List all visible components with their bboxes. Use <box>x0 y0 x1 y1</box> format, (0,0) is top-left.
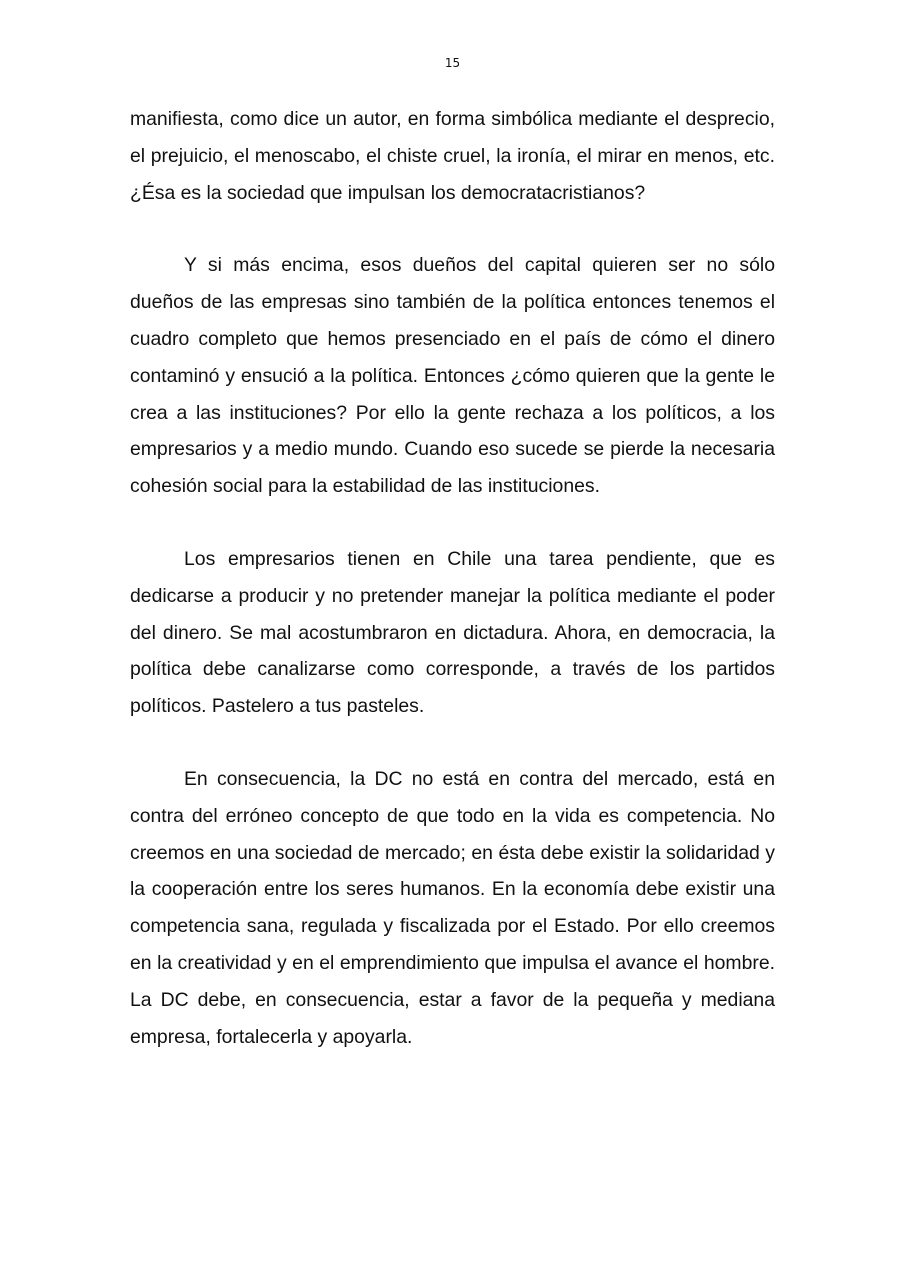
document-body <box>130 101 775 1091</box>
paragraph-2: Y si más encima, esos dueños del capital quieren ser no sólo dueños de las empresas sino también de la política entonces tenemos el cuadro completo que hemos presenciado en el país de cómo el dinero contaminó y ensució a la política. Entonces ¿cómo quieren que la gente le crea a las instituciones? Por ello la gente rechaza a los políticos, a los empresarios y a medio mundo. Cuando eso sucede se pierde la necesaria cohesión social para la estabilidad de las instituciones. <box>130 254 775 498</box>
paragraph-4: En consecuencia, la DC no está en contra del mercado, está en contra del erróneo concepto de que todo en la vida es competencia. No creemos en una sociedad de mercado; en ésta debe existir la solidaridad y la cooperación entre los seres humanos. En la economía debe existir una competencia sana, regulada y fiscalizada por el Estado. Por ello creemos en la creatividad y en el emprendimiento que impulsa el avance el hombre. La DC debe, en consecuencia, estar a favor de la pequeña y mediana empresa, fortalecerla y apoyarla. <box>130 767 775 1048</box>
paragraph-1: manifiesta, como dice un autor, en forma simbólica mediante el desprecio, el prejuicio, el menoscabo, el chiste cruel, la ironía, el mirar en menos, etc. ¿Ésa es la sociedad que impulsan los democratacristianos? <box>130 108 775 204</box>
paragraph-3: Los empresarios tienen en Chile una tarea pendiente, que es dedicarse a producir y no pretender manejar la política mediante el poder del dinero. Se mal acostumbraron en dictadura. Ahora, en democracia, la política debe canalizarse como corresponde, a través de los partidos políticos. Pastelero a tus pasteles. <box>130 547 775 718</box>
page-number: 15 <box>444 56 461 70</box>
